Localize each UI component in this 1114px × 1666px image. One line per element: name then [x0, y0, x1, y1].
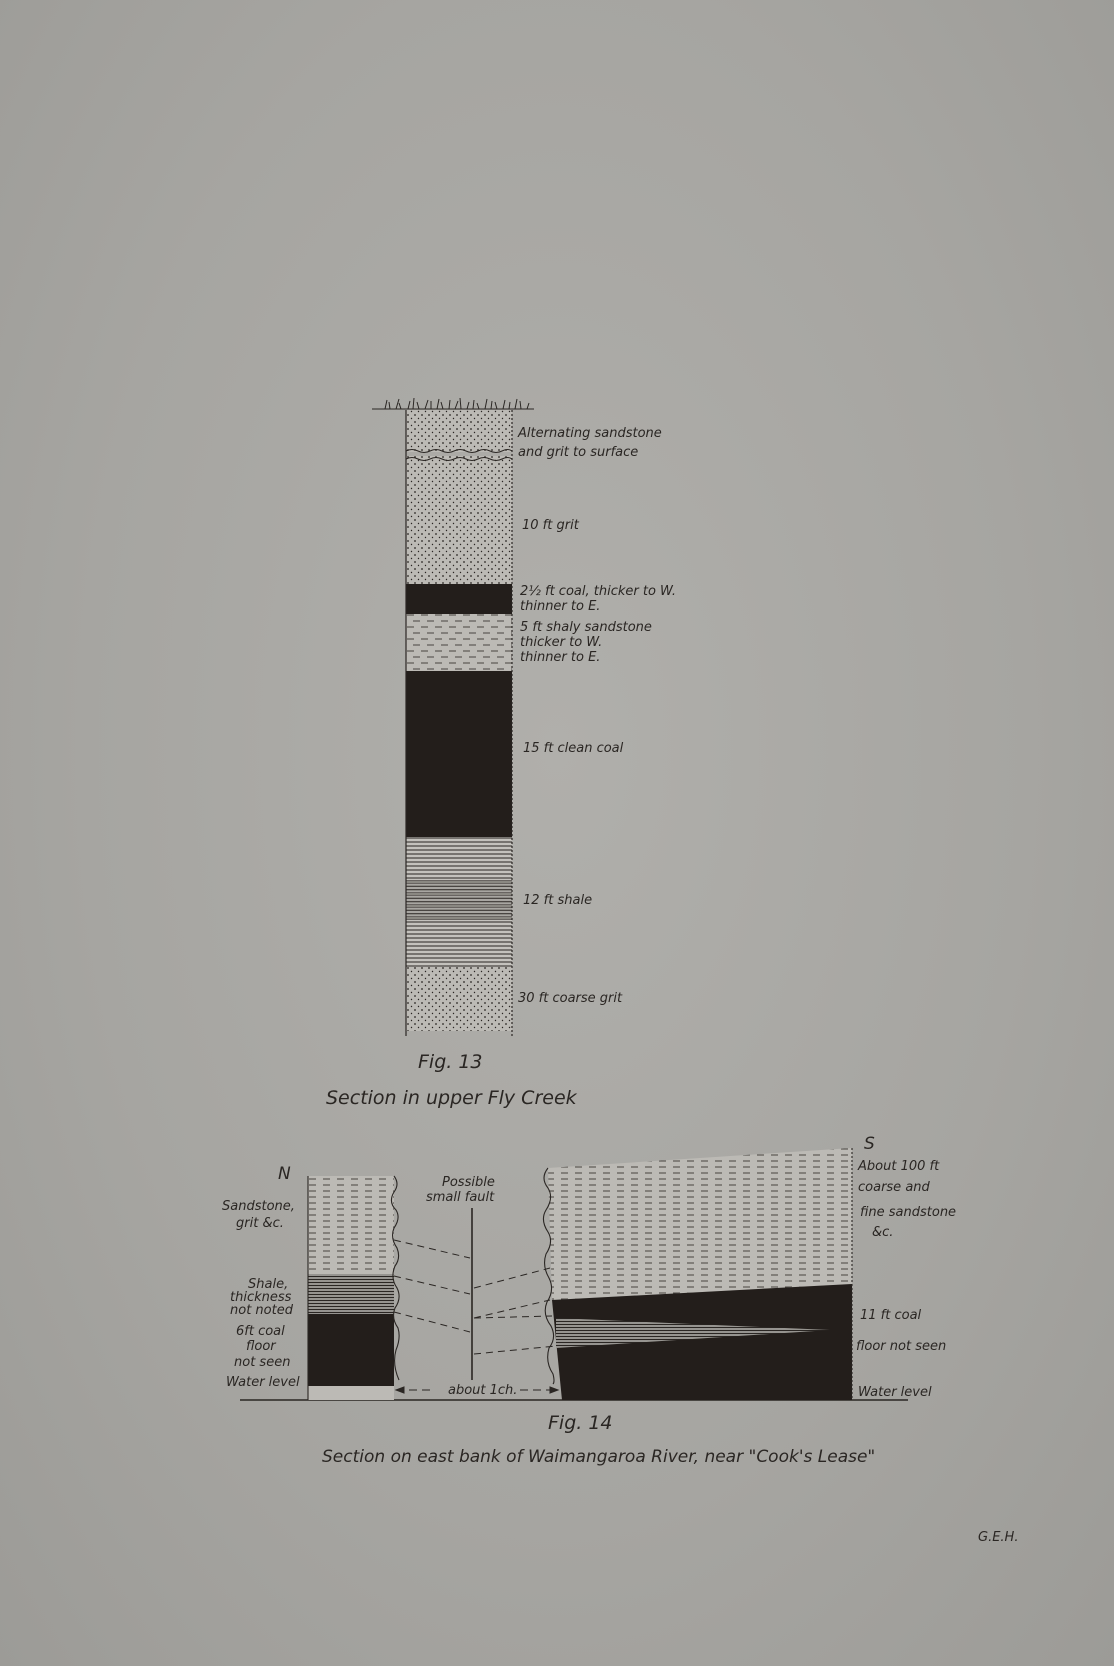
fig14-caption: Section on east bank of Waimangaroa River, near "Cook's Lease"	[322, 1447, 876, 1467]
label-shaly-3: thinner to E.	[520, 650, 601, 665]
label-10ft-grit: 10 ft grit	[522, 518, 579, 533]
label-n-coal-1: 6ft coal	[236, 1324, 285, 1339]
label-coal-2-5-2: thinner to E.	[520, 599, 601, 614]
label-15ft-coal: 15 ft clean coal	[523, 741, 624, 756]
label-alternating-2: and grit to surface	[518, 445, 639, 460]
layer-15ft-clean-coal	[406, 671, 512, 837]
label-n-water: Water level	[226, 1375, 300, 1390]
label-s-about-2: coarse and	[858, 1180, 930, 1195]
north-coal	[308, 1314, 394, 1386]
layer-alternating-sandstone	[406, 410, 512, 452]
label-n-coal-3: not seen	[234, 1355, 291, 1370]
south-marker: S	[864, 1134, 875, 1154]
label-alternating-1: Alternating sandstone	[518, 426, 662, 441]
fig14-section	[240, 1148, 908, 1400]
label-n-coal-2: floor	[246, 1339, 276, 1354]
label-about-1ch: about 1ch.	[448, 1383, 518, 1398]
label-coal-2-5-1: 2½ ft coal, thicker to W.	[520, 584, 676, 599]
label-n-sand-1: Sandstone,	[222, 1199, 295, 1214]
author-initials: G.E.H.	[978, 1530, 1019, 1545]
label-fault-2: small fault	[426, 1190, 495, 1205]
north-sandstone	[308, 1176, 394, 1274]
north-marker: N	[278, 1164, 291, 1184]
label-fault-1: Possible	[442, 1175, 495, 1190]
layer-2-5ft-coal	[406, 584, 512, 614]
label-s-floor: floor not seen	[856, 1339, 947, 1354]
layer-10ft-grit	[406, 456, 512, 584]
label-n-shale-3: not noted	[230, 1303, 293, 1318]
label-shaly-2: thicker to W.	[520, 635, 603, 650]
label-s-water: Water level	[858, 1385, 932, 1400]
correlation-lines	[394, 1240, 556, 1354]
label-n-shale-2: thickness	[230, 1290, 292, 1305]
label-s-about-4: &c.	[872, 1225, 894, 1240]
fig13-label: Fig. 13	[418, 1051, 483, 1073]
label-s-about-1: About 100 ft	[858, 1159, 940, 1174]
label-s-about-3: fine sandstone	[860, 1205, 957, 1220]
label-s-coal: 11 ft coal	[860, 1308, 922, 1323]
fig13-labels	[517, 426, 676, 1006]
north-shale	[308, 1274, 394, 1314]
fig14-label: Fig. 14	[548, 1412, 613, 1434]
fig13-caption: Section in upper Fly Creek	[326, 1087, 577, 1109]
layer-30ft-coarse-grit	[406, 967, 512, 1031]
surface-grass	[372, 398, 534, 409]
label-12ft-shale: 12 ft shale	[523, 893, 593, 908]
label-30ft-grit: 30 ft coarse grit	[518, 991, 623, 1006]
layer-5ft-shaly-sandstone	[406, 614, 512, 671]
label-n-sand-2: grit &c.	[236, 1216, 284, 1231]
fig13-column	[372, 398, 534, 1036]
south-sandstone	[548, 1148, 852, 1300]
label-shaly-1: 5 ft shaly sandstone	[520, 620, 652, 635]
label-n-shale-1: Shale,	[248, 1277, 289, 1292]
